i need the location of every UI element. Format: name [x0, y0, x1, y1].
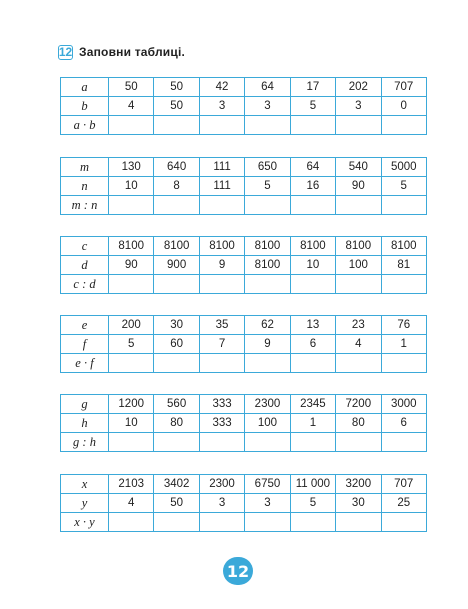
table-cell: 5 — [381, 177, 426, 196]
table-cell: 1200 — [109, 395, 154, 414]
table-cell: 8100 — [290, 237, 335, 256]
table-row — [61, 354, 427, 373]
answer-cell[interactable] — [154, 275, 199, 294]
row-label: g : h — [61, 433, 109, 452]
row-label: e · f — [61, 354, 109, 373]
answer-cell[interactable] — [381, 433, 426, 452]
answer-cell[interactable] — [199, 354, 244, 373]
fill-table — [60, 77, 427, 135]
table-row — [61, 196, 427, 215]
table-cell: 1 — [290, 414, 335, 433]
answer-cell[interactable] — [199, 433, 244, 452]
row-label: f — [61, 335, 109, 354]
answer-cell[interactable] — [245, 196, 290, 215]
answer-cell[interactable] — [109, 354, 154, 373]
table-cell: 2345 — [290, 395, 335, 414]
table-cell: 8100 — [199, 237, 244, 256]
table-cell: 11 000 — [290, 475, 335, 494]
table-cell: 200 — [109, 316, 154, 335]
answer-cell[interactable] — [290, 354, 335, 373]
table-cell: 80 — [154, 414, 199, 433]
page-number: 12 — [223, 557, 253, 585]
table-cell: 60 — [154, 335, 199, 354]
answer-cell[interactable] — [245, 354, 290, 373]
table-cell: 3 — [199, 494, 244, 513]
table-cell: 1 — [381, 335, 426, 354]
table-cell: 3 — [245, 97, 290, 116]
row-label: c — [61, 237, 109, 256]
row-label: x — [61, 475, 109, 494]
table-cell: 90 — [336, 177, 381, 196]
table-cell: 4 — [336, 335, 381, 354]
table-cell: 8100 — [154, 237, 199, 256]
table-cell: 560 — [154, 395, 199, 414]
fill-table — [60, 236, 427, 294]
answer-cell[interactable] — [154, 196, 199, 215]
row-label: n — [61, 177, 109, 196]
table-cell: 3 — [336, 97, 381, 116]
table-row — [61, 513, 427, 532]
answer-cell[interactable] — [245, 513, 290, 532]
answer-cell[interactable] — [336, 433, 381, 452]
table-cell: 2300 — [245, 395, 290, 414]
table-cell: 62 — [245, 316, 290, 335]
table-cell: 30 — [336, 494, 381, 513]
table-cell: 5 — [290, 97, 335, 116]
table-row — [61, 78, 427, 97]
answer-cell[interactable] — [290, 116, 335, 135]
answer-cell[interactable] — [154, 513, 199, 532]
table-cell: 8100 — [245, 256, 290, 275]
table-cell: 13 — [290, 316, 335, 335]
table-row — [61, 116, 427, 135]
table-cell: 76 — [381, 316, 426, 335]
answer-cell[interactable] — [290, 513, 335, 532]
table-cell: 81 — [381, 256, 426, 275]
table-cell: 50 — [109, 78, 154, 97]
table-cell: 10 — [290, 256, 335, 275]
table-cell: 8 — [154, 177, 199, 196]
table-cell: 25 — [381, 494, 426, 513]
table-row — [61, 494, 427, 513]
answer-cell[interactable] — [154, 116, 199, 135]
table-cell: 900 — [154, 256, 199, 275]
table-cell: 6750 — [245, 475, 290, 494]
table-row — [61, 475, 427, 494]
table-cell: 90 — [109, 256, 154, 275]
table-cell: 202 — [336, 78, 381, 97]
table-cell: 9 — [245, 335, 290, 354]
table-cell: 0 — [381, 97, 426, 116]
table-row — [61, 395, 427, 414]
table-cell: 640 — [154, 158, 199, 177]
table-cell: 2300 — [199, 475, 244, 494]
table-cell: 100 — [245, 414, 290, 433]
row-label: h — [61, 414, 109, 433]
table-cell: 42 — [199, 78, 244, 97]
table-cell: 100 — [336, 256, 381, 275]
fill-table — [60, 315, 427, 373]
table-cell: 3 — [245, 494, 290, 513]
table-cell: 3402 — [154, 475, 199, 494]
table-cell: 10 — [109, 414, 154, 433]
table-cell: 80 — [336, 414, 381, 433]
answer-cell[interactable] — [336, 116, 381, 135]
row-label: c : d — [61, 275, 109, 294]
table-cell: 6 — [381, 414, 426, 433]
table-row — [61, 256, 427, 275]
table-cell: 111 — [199, 177, 244, 196]
table-row — [61, 316, 427, 335]
row-label: x · y — [61, 513, 109, 532]
answer-cell[interactable] — [336, 354, 381, 373]
table-row — [61, 414, 427, 433]
answer-cell[interactable] — [154, 433, 199, 452]
answer-cell[interactable] — [290, 275, 335, 294]
answer-cell[interactable] — [381, 116, 426, 135]
table-cell: 8100 — [245, 237, 290, 256]
answer-cell[interactable] — [336, 275, 381, 294]
table-cell: 650 — [245, 158, 290, 177]
table-cell: 540 — [336, 158, 381, 177]
answer-cell[interactable] — [245, 116, 290, 135]
table-cell: 17 — [290, 78, 335, 97]
table-row — [61, 177, 427, 196]
table-row — [61, 97, 427, 116]
task-number-badge: 12 — [58, 45, 73, 59]
table-cell: 9 — [199, 256, 244, 275]
table-cell: 4 — [109, 97, 154, 116]
table-cell: 7 — [199, 335, 244, 354]
answer-cell[interactable] — [109, 196, 154, 215]
answer-cell[interactable] — [109, 513, 154, 532]
row-label: y — [61, 494, 109, 513]
answer-cell[interactable] — [336, 513, 381, 532]
table-cell: 30 — [154, 316, 199, 335]
table-cell: 10 — [109, 177, 154, 196]
row-label: m — [61, 158, 109, 177]
table-cell: 35 — [199, 316, 244, 335]
answer-cell[interactable] — [109, 275, 154, 294]
table-row — [61, 275, 427, 294]
table-cell: 50 — [154, 494, 199, 513]
table-cell: 130 — [109, 158, 154, 177]
table-cell: 333 — [199, 395, 244, 414]
table-cell: 8100 — [109, 237, 154, 256]
table-cell: 5 — [245, 177, 290, 196]
answer-cell[interactable] — [245, 275, 290, 294]
table-row — [61, 237, 427, 256]
table-cell: 16 — [290, 177, 335, 196]
answer-cell[interactable] — [109, 433, 154, 452]
table-cell: 6 — [290, 335, 335, 354]
answer-cell[interactable] — [381, 196, 426, 215]
answer-cell[interactable] — [381, 513, 426, 532]
table-row — [61, 335, 427, 354]
answer-cell[interactable] — [336, 196, 381, 215]
table-cell: 50 — [154, 97, 199, 116]
answer-cell[interactable] — [381, 275, 426, 294]
answer-cell[interactable] — [199, 116, 244, 135]
row-label: d — [61, 256, 109, 275]
answer-cell[interactable] — [154, 354, 199, 373]
fill-table — [60, 157, 427, 215]
table-cell: 5 — [290, 494, 335, 513]
table-cell: 2103 — [109, 475, 154, 494]
table-cell: 50 — [154, 78, 199, 97]
row-label: a · b — [61, 116, 109, 135]
row-label: g — [61, 395, 109, 414]
table-cell: 5 — [109, 335, 154, 354]
task-header — [58, 43, 185, 61]
row-label: e — [61, 316, 109, 335]
table-cell: 23 — [336, 316, 381, 335]
table-cell: 8100 — [381, 237, 426, 256]
fill-table — [60, 474, 427, 532]
table-cell: 111 — [199, 158, 244, 177]
table-cell: 3000 — [381, 395, 426, 414]
fill-table — [60, 394, 427, 452]
row-label: b — [61, 97, 109, 116]
row-label: m : n — [61, 196, 109, 215]
answer-cell[interactable] — [245, 433, 290, 452]
answer-cell[interactable] — [381, 354, 426, 373]
answer-cell[interactable] — [290, 433, 335, 452]
table-cell: 707 — [381, 475, 426, 494]
table-cell: 64 — [290, 158, 335, 177]
table-cell: 3 — [199, 97, 244, 116]
table-row — [61, 433, 427, 452]
table-cell: 64 — [245, 78, 290, 97]
table-cell: 707 — [381, 78, 426, 97]
table-cell: 4 — [109, 494, 154, 513]
answer-cell[interactable] — [199, 196, 244, 215]
table-cell: 5000 — [381, 158, 426, 177]
table-cell: 3200 — [336, 475, 381, 494]
table-cell: 8100 — [336, 237, 381, 256]
answer-cell[interactable] — [199, 275, 244, 294]
answer-cell[interactable] — [109, 116, 154, 135]
task-title: Заповни таблиці. — [79, 45, 186, 59]
table-cell: 333 — [199, 414, 244, 433]
answer-cell[interactable] — [290, 196, 335, 215]
answer-cell[interactable] — [199, 513, 244, 532]
table-row — [61, 158, 427, 177]
row-label: a — [61, 78, 109, 97]
table-cell: 7200 — [336, 395, 381, 414]
